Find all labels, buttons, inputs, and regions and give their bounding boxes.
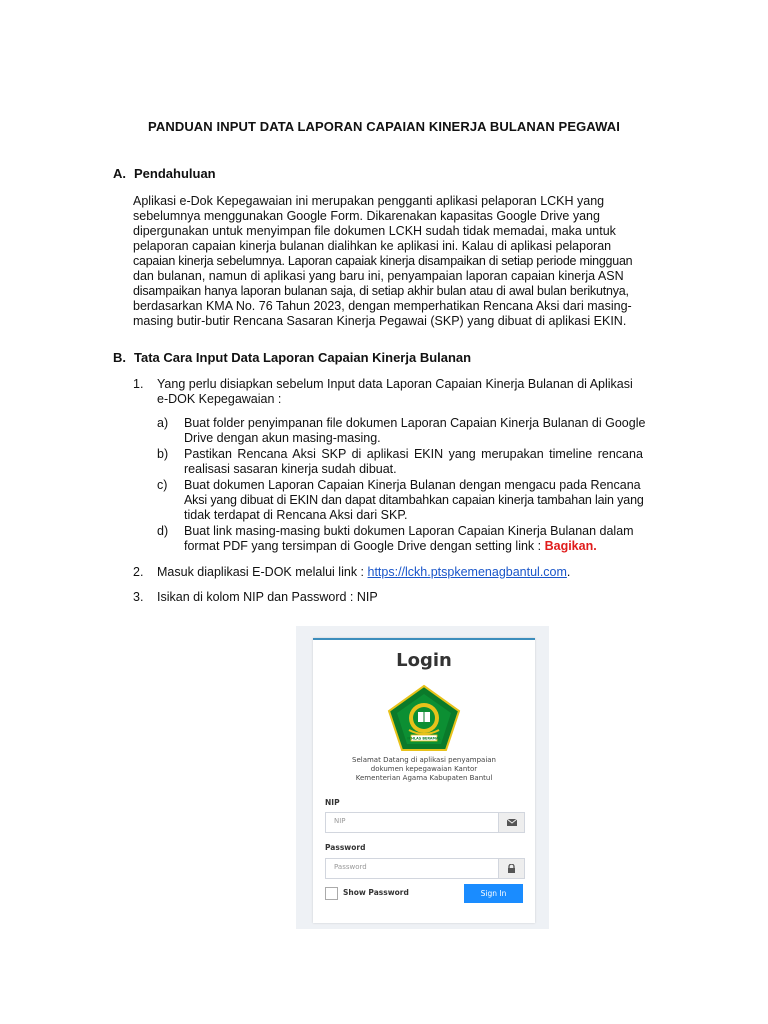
nip-label: NIP bbox=[325, 798, 340, 807]
show-password-checkbox[interactable] bbox=[325, 887, 338, 900]
welcome-line: Kementerian Agama Kabupaten Bantul bbox=[355, 774, 493, 782]
sub-line: Pastikan Rencana Aksi SKP di aplikasi EKIN yang merupakan timeline rencana bbox=[184, 447, 643, 461]
sub-letter: b) bbox=[157, 447, 169, 461]
intro-line: disampaikan hanya laporan bulanan saja, di setiap akhir bulan atau di awal bulan berikutnya, bbox=[133, 284, 629, 298]
intro-paragraph bbox=[133, 194, 666, 329]
sub-letter: a) bbox=[157, 416, 169, 430]
sub-line: tidak terdapat di Rencana Aksi dari SKP. bbox=[184, 508, 408, 522]
lock-icon bbox=[498, 859, 524, 878]
sign-in-button[interactable]: Sign In bbox=[464, 884, 523, 903]
section-a-heading bbox=[113, 166, 216, 181]
kemenag-logo-icon bbox=[387, 684, 461, 752]
sub-line: Buat link masing-masing bukti dokumen Laporan Capaian Kinerja Bulanan dalam bbox=[184, 524, 634, 538]
step-2-text: Masuk diaplikasi E-DOK melalui link : bbox=[157, 565, 368, 579]
password-placeholder: Password bbox=[334, 863, 367, 871]
section-b-letter: B. bbox=[113, 350, 126, 365]
nip-placeholder: NIP bbox=[334, 817, 346, 825]
nip-input[interactable] bbox=[325, 812, 525, 833]
step-3-text: Isikan di kolom NIP dan Password : NIP bbox=[157, 590, 378, 604]
envelope-icon bbox=[498, 813, 524, 832]
intro-line: pelaporan capaian kinerja bulanan dialihkan ke aplikasi ini. Kalau di aplikasi pelaporan bbox=[133, 239, 612, 253]
step-number: 2. bbox=[133, 565, 144, 579]
intro-line: Aplikasi e-Dok Kepegawaian ini merupakan pengganti aplikasi pelaporan LCKH yang bbox=[133, 194, 605, 208]
step-1-line: Yang perlu disiapkan sebelum Input data Laporan Capaian Kinerja Bulanan di Aplikasi bbox=[157, 377, 633, 391]
step-1-line: e-DOK Kepegawaian : bbox=[157, 392, 282, 406]
document-title: PANDUAN INPUT DATA LAPORAN CAPAIAN KINERJA BULANAN PEGAWAI bbox=[148, 119, 620, 134]
sub-line: Aksi yang dibuat di EKIN dan dapat ditambahkan capaian kinerja tambahan lain yang bbox=[184, 493, 644, 507]
welcome-line: Selamat Datang di aplikasi penyampaian bbox=[352, 756, 496, 764]
section-a-letter: A. bbox=[113, 166, 126, 181]
sub-line: format PDF yang tersimpan di Google Drive dengan setting link : bbox=[184, 539, 545, 553]
step-number: 1. bbox=[133, 377, 144, 391]
intro-line: berdasarkan KMA No. 76 Tahun 2023, dengan memperhatikan Rencana Aksi dari masing- bbox=[133, 299, 632, 313]
welcome-line: dokumen kepegawaian Kantor bbox=[370, 765, 478, 773]
welcome-text bbox=[313, 756, 535, 783]
step-2-period: . bbox=[566, 565, 571, 579]
svg-text:IKHLAS BERAMAL: IKHLAS BERAMAL bbox=[407, 736, 441, 741]
password-input[interactable] bbox=[325, 858, 525, 879]
edok-link[interactable]: https://lckh.ptspkemenagbantul.com bbox=[367, 565, 567, 579]
sub-line: realisasi sasaran kinerja sudah dibuat. bbox=[184, 462, 397, 476]
intro-line: dipergunakan untuk menyimpan file dokumen LCKH sudah tidak memadai, maka untuk bbox=[133, 224, 616, 238]
login-title: Login bbox=[396, 650, 452, 671]
sub-line: Buat dokumen Laporan Capaian Kinerja Bulanan dengan mengacu pada Rencana bbox=[184, 478, 641, 492]
intro-line: dan bulanan, namun di aplikasi yang baru ini, penyampaian laporan capaian kinerja ASN bbox=[133, 269, 624, 283]
sub-letter: d) bbox=[157, 524, 169, 538]
intro-line: capaian kinerja sebelumnya. Laporan capaiak kinerja disampaikan di setiap periode mingguan bbox=[133, 254, 633, 268]
intro-line: masing butir-butir Rencana Sasaran Kinerja Pegawai (SKP) yang dibuat di aplikasi EKIN. bbox=[133, 314, 627, 328]
sub-line: Buat folder penyimpanan file dokumen Laporan Capaian Kinerja Bulanan di Google bbox=[184, 416, 646, 430]
show-password-label[interactable]: Show Password bbox=[343, 888, 409, 897]
intro-line: sebelumnya menggunakan Google Form. Dikarenakan kapasitas Google Drive yang bbox=[133, 209, 600, 223]
password-label: Password bbox=[325, 843, 366, 852]
section-b-title: Tata Cara Input Data Laporan Capaian Kinerja Bulanan bbox=[134, 350, 472, 365]
login-card bbox=[313, 638, 535, 923]
section-b-heading bbox=[113, 350, 471, 365]
login-screenshot bbox=[296, 626, 549, 929]
sub-letter: c) bbox=[157, 478, 168, 492]
sub-line: Drive dengan akun masing-masing. bbox=[184, 431, 381, 445]
step-number: 3. bbox=[133, 590, 144, 604]
section-a-title: Pendahuluan bbox=[134, 166, 216, 181]
bagikan-emphasis: Bagikan. bbox=[544, 539, 597, 553]
